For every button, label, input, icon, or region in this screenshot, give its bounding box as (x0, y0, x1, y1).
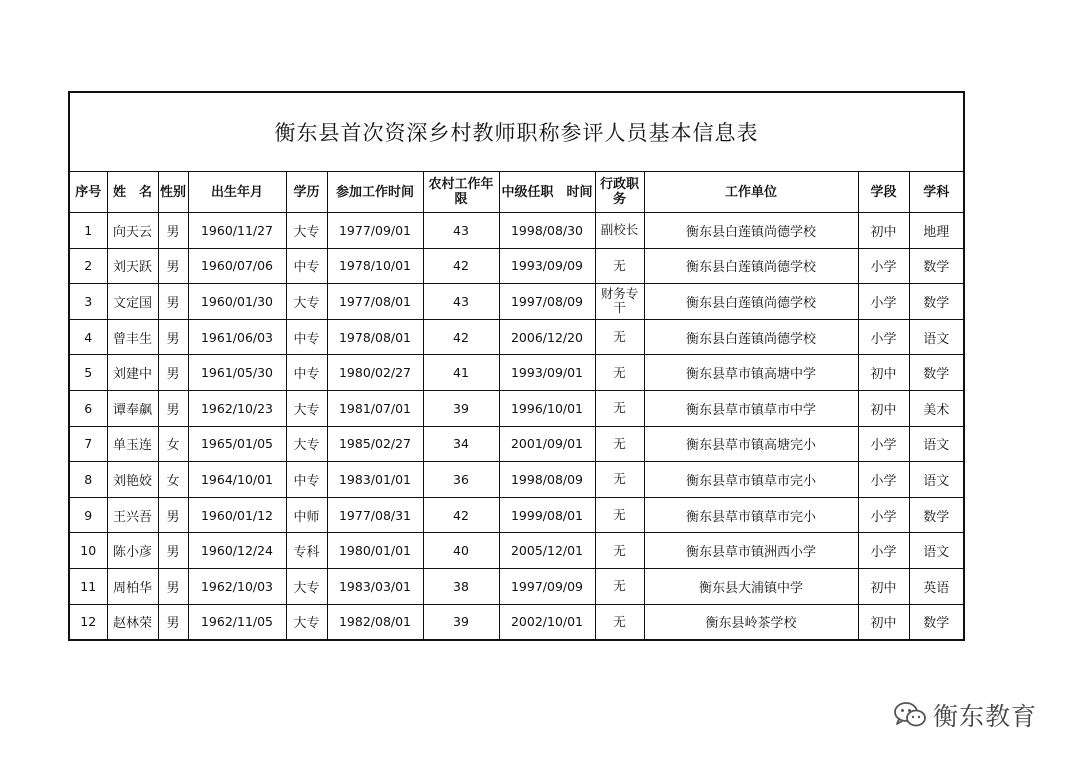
table-header-row (70, 172, 963, 213)
cell-school-level: 小学 (858, 462, 909, 498)
col-header-work-unit: 工作单位 (644, 172, 858, 213)
cell-work-unit: 衡东县草市镇洲西小学 (644, 533, 858, 569)
cell-name: 赵林荣 (107, 604, 158, 639)
cell-admin-post: 无 (595, 355, 644, 391)
cell-education: 专科 (286, 533, 327, 569)
cell-rural-years: 43 (423, 213, 499, 249)
table-row (70, 390, 963, 426)
cell-birth-date: 1962/10/23 (188, 390, 286, 426)
table-row (70, 604, 963, 639)
cell-work-start-date: 1977/09/01 (327, 213, 423, 249)
cell-work-start-date: 1983/03/01 (327, 568, 423, 604)
cell-mid-title-date: 1998/08/09 (499, 462, 595, 498)
teacher-info-table (70, 172, 963, 639)
cell-school-level: 小学 (858, 284, 909, 320)
cell-index: 5 (70, 355, 107, 391)
cell-admin-post: 无 (595, 533, 644, 569)
cell-mid-title-date: 2005/12/01 (499, 533, 595, 569)
cell-work-unit: 衡东县白莲镇尚德学校 (644, 248, 858, 284)
watermark-text: 衡东教育 (933, 702, 1038, 731)
cell-admin-post: 无 (595, 248, 644, 284)
cell-name: 文定国 (107, 284, 158, 320)
col-header-admin-post: 行政职务 (595, 172, 644, 213)
cell-name: 曾丰生 (107, 319, 158, 355)
cell-gender: 男 (158, 319, 188, 355)
table-title: 衡东县首次资深乡村教师职称参评人员基本信息表 (70, 93, 963, 172)
cell-work-start-date: 1977/08/31 (327, 497, 423, 533)
cell-work-unit: 衡东县草市镇高塘中学 (644, 355, 858, 391)
table-row (70, 355, 963, 391)
cell-name: 陈小彦 (107, 533, 158, 569)
info-table-sheet (68, 91, 965, 641)
cell-mid-title-date: 1998/08/30 (499, 213, 595, 249)
cell-education: 中师 (286, 497, 327, 533)
cell-school-level: 初中 (858, 390, 909, 426)
cell-mid-title-date: 1997/08/09 (499, 284, 595, 320)
cell-work-start-date: 1980/01/01 (327, 533, 423, 569)
cell-birth-date: 1965/01/05 (188, 426, 286, 462)
cell-education: 中专 (286, 248, 327, 284)
cell-mid-title-date: 1997/09/09 (499, 568, 595, 604)
cell-gender: 男 (158, 497, 188, 533)
cell-name: 向天云 (107, 213, 158, 249)
cell-school-level: 小学 (858, 248, 909, 284)
cell-education: 中专 (286, 355, 327, 391)
col-header-rural-years: 农村工作年限 (423, 172, 499, 213)
table-row (70, 248, 963, 284)
cell-mid-title-date: 1996/10/01 (499, 390, 595, 426)
cell-work-start-date: 1982/08/01 (327, 604, 423, 639)
cell-index: 6 (70, 390, 107, 426)
cell-name: 谭奉飙 (107, 390, 158, 426)
cell-index: 11 (70, 568, 107, 604)
cell-education: 大专 (286, 604, 327, 639)
cell-work-unit: 衡东县白莲镇尚德学校 (644, 319, 858, 355)
cell-work-unit: 衡东县草市镇草市中学 (644, 390, 858, 426)
cell-subject: 数学 (909, 355, 963, 391)
cell-index: 8 (70, 462, 107, 498)
cell-admin-post: 无 (595, 604, 644, 639)
table-row (70, 284, 963, 320)
cell-work-start-date: 1978/08/01 (327, 319, 423, 355)
table-row (70, 426, 963, 462)
cell-education: 大专 (286, 568, 327, 604)
cell-admin-post: 无 (595, 462, 644, 498)
cell-birth-date: 1961/06/03 (188, 319, 286, 355)
cell-education: 大专 (286, 426, 327, 462)
cell-work-unit: 衡东县白莲镇尚德学校 (644, 213, 858, 249)
cell-subject: 语文 (909, 426, 963, 462)
cell-gender: 男 (158, 284, 188, 320)
cell-mid-title-date: 2002/10/01 (499, 604, 595, 639)
cell-school-level: 初中 (858, 604, 909, 639)
cell-school-level: 小学 (858, 497, 909, 533)
cell-work-unit: 衡东县岭茶学校 (644, 604, 858, 639)
cell-index: 10 (70, 533, 107, 569)
cell-rural-years: 39 (423, 604, 499, 639)
cell-admin-post: 副校长 (595, 213, 644, 249)
table-row (70, 213, 963, 249)
cell-school-level: 小学 (858, 426, 909, 462)
table-row (70, 533, 963, 569)
cell-admin-post: 无 (595, 319, 644, 355)
table-row (70, 568, 963, 604)
cell-subject: 美术 (909, 390, 963, 426)
cell-subject: 英语 (909, 568, 963, 604)
col-header-work-start: 参加工作时间 (327, 172, 423, 213)
cell-name: 王兴吾 (107, 497, 158, 533)
cell-mid-title-date: 2001/09/01 (499, 426, 595, 462)
col-header-name: 姓 名 (107, 172, 158, 213)
col-header-birth: 出生年月 (188, 172, 286, 213)
cell-work-unit: 衡东县草市镇草市完小 (644, 462, 858, 498)
table-row (70, 497, 963, 533)
cell-birth-date: 1962/11/05 (188, 604, 286, 639)
cell-education: 大专 (286, 284, 327, 320)
cell-rural-years: 42 (423, 248, 499, 284)
cell-rural-years: 38 (423, 568, 499, 604)
cell-index: 1 (70, 213, 107, 249)
cell-work-start-date: 1977/08/01 (327, 284, 423, 320)
cell-name: 刘艳姣 (107, 462, 158, 498)
cell-gender: 男 (158, 604, 188, 639)
cell-subject: 语文 (909, 319, 963, 355)
cell-admin-post: 财务专干 (595, 284, 644, 320)
cell-gender: 男 (158, 533, 188, 569)
cell-birth-date: 1960/01/30 (188, 284, 286, 320)
cell-work-unit: 衡东县白莲镇尚德学校 (644, 284, 858, 320)
cell-subject: 数学 (909, 284, 963, 320)
watermark (893, 697, 1037, 733)
col-header-subject: 学科 (909, 172, 963, 213)
cell-education: 中专 (286, 319, 327, 355)
cell-school-level: 小学 (858, 319, 909, 355)
cell-index: 9 (70, 497, 107, 533)
cell-work-start-date: 1985/02/27 (327, 426, 423, 462)
cell-subject: 地理 (909, 213, 963, 249)
cell-rural-years: 39 (423, 390, 499, 426)
cell-gender: 女 (158, 462, 188, 498)
col-header-school-level: 学段 (858, 172, 909, 213)
col-header-mid-title-date: 中级任职 时间 (499, 172, 595, 213)
cell-mid-title-date: 1993/09/09 (499, 248, 595, 284)
cell-name: 刘建中 (107, 355, 158, 391)
cell-work-start-date: 1981/07/01 (327, 390, 423, 426)
cell-work-start-date: 1980/02/27 (327, 355, 423, 391)
cell-birth-date: 1960/07/06 (188, 248, 286, 284)
cell-school-level: 初中 (858, 355, 909, 391)
table-row (70, 319, 963, 355)
cell-gender: 男 (158, 355, 188, 391)
cell-work-unit: 衡东县草市镇草市完小 (644, 497, 858, 533)
cell-education: 中专 (286, 462, 327, 498)
wechat-icon (893, 701, 927, 729)
cell-work-unit: 衡东县大浦镇中学 (644, 568, 858, 604)
cell-admin-post: 无 (595, 497, 644, 533)
cell-birth-date: 1962/10/03 (188, 568, 286, 604)
cell-subject: 语文 (909, 462, 963, 498)
cell-birth-date: 1960/01/12 (188, 497, 286, 533)
cell-admin-post: 无 (595, 390, 644, 426)
cell-name: 周柏华 (107, 568, 158, 604)
cell-gender: 男 (158, 248, 188, 284)
cell-education: 大专 (286, 213, 327, 249)
cell-rural-years: 34 (423, 426, 499, 462)
cell-index: 3 (70, 284, 107, 320)
cell-birth-date: 1960/12/24 (188, 533, 286, 569)
cell-admin-post: 无 (595, 568, 644, 604)
cell-birth-date: 1961/05/30 (188, 355, 286, 391)
cell-rural-years: 42 (423, 497, 499, 533)
cell-mid-title-date: 1999/08/01 (499, 497, 595, 533)
cell-subject: 数学 (909, 497, 963, 533)
cell-mid-title-date: 1993/09/01 (499, 355, 595, 391)
cell-gender: 男 (158, 390, 188, 426)
cell-school-level: 小学 (858, 533, 909, 569)
cell-subject: 数学 (909, 248, 963, 284)
cell-index: 4 (70, 319, 107, 355)
cell-name: 刘天跃 (107, 248, 158, 284)
cell-mid-title-date: 2006/12/20 (499, 319, 595, 355)
cell-subject: 语文 (909, 533, 963, 569)
col-header-index: 序号 (70, 172, 107, 213)
cell-school-level: 初中 (858, 213, 909, 249)
cell-index: 7 (70, 426, 107, 462)
col-header-education: 学历 (286, 172, 327, 213)
cell-school-level: 初中 (858, 568, 909, 604)
cell-admin-post: 无 (595, 426, 644, 462)
cell-subject: 数学 (909, 604, 963, 639)
cell-rural-years: 42 (423, 319, 499, 355)
cell-index: 2 (70, 248, 107, 284)
cell-gender: 女 (158, 426, 188, 462)
cell-index: 12 (70, 604, 107, 639)
table-row (70, 462, 963, 498)
cell-rural-years: 36 (423, 462, 499, 498)
cell-rural-years: 43 (423, 284, 499, 320)
cell-education: 大专 (286, 390, 327, 426)
cell-rural-years: 40 (423, 533, 499, 569)
cell-name: 单玉连 (107, 426, 158, 462)
col-header-gender: 性别 (158, 172, 188, 213)
cell-birth-date: 1960/11/27 (188, 213, 286, 249)
cell-work-start-date: 1983/01/01 (327, 462, 423, 498)
cell-gender: 男 (158, 213, 188, 249)
cell-birth-date: 1964/10/01 (188, 462, 286, 498)
cell-work-start-date: 1978/10/01 (327, 248, 423, 284)
cell-gender: 男 (158, 568, 188, 604)
cell-rural-years: 41 (423, 355, 499, 391)
cell-work-unit: 衡东县草市镇高塘完小 (644, 426, 858, 462)
